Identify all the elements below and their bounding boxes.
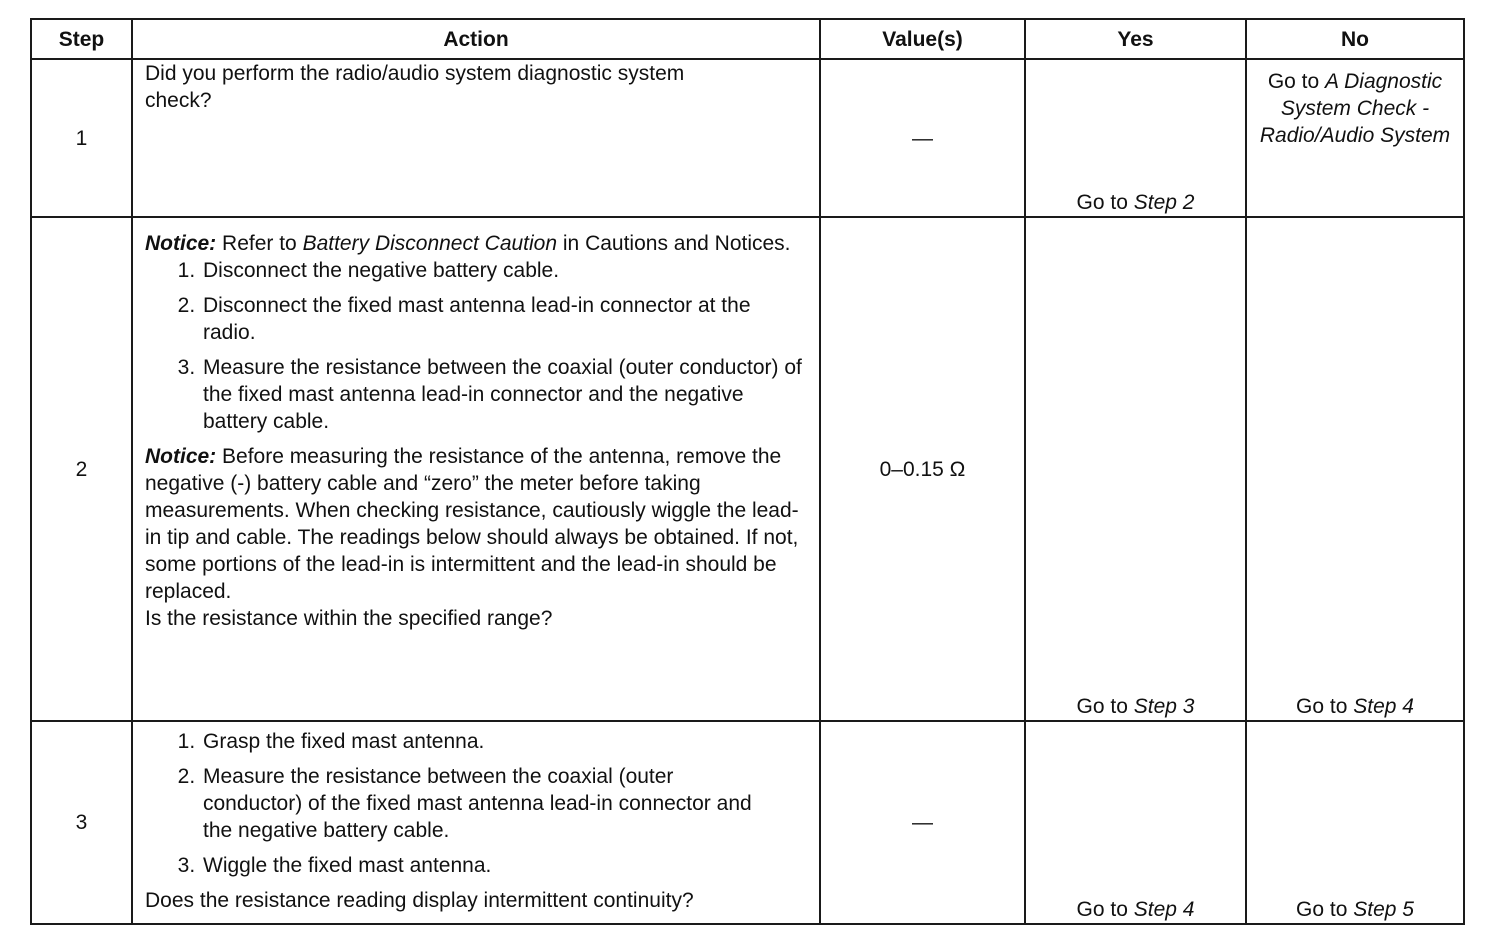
action-step-item: 1. Disconnect the negative battery cable. xyxy=(201,257,807,284)
action-step-item: 1. Grasp the fixed mast antenna. xyxy=(201,728,767,755)
no-cell xyxy=(1246,721,1464,924)
header-action: Action xyxy=(132,19,820,59)
action-steps xyxy=(145,257,807,435)
value-cell: — xyxy=(820,721,1025,924)
action-step-item: 3. Measure the resistance between the coaxial (outer conductor) of the fixed mast antenna lead-in connector and the negative battery cable. xyxy=(201,354,807,435)
header-yes: Yes xyxy=(1025,19,1246,59)
action-question: Did you perform the radio/audio system diagnostic system check? xyxy=(145,62,685,112)
table-row-step-2 xyxy=(31,217,1464,721)
table-row-step-3 xyxy=(31,721,1464,924)
action-cell xyxy=(132,217,820,721)
diagnostic-table xyxy=(30,18,1465,925)
yes-cell xyxy=(1025,721,1246,924)
yes-prefix: Go to xyxy=(1076,695,1128,718)
step-number: 3 xyxy=(31,721,132,924)
notice-reference: Battery Disconnect Caution xyxy=(302,232,558,255)
step-number: 1 xyxy=(31,59,132,217)
no-link[interactable]: Step 4 xyxy=(1353,695,1414,718)
notice-label: Notice: xyxy=(145,445,217,468)
action-question: Does the resistance reading display intermittent continuity? xyxy=(145,889,694,912)
header-no: No xyxy=(1246,19,1464,59)
yes-cell xyxy=(1025,59,1246,217)
no-prefix: Go to xyxy=(1296,695,1348,718)
no-link[interactable]: Step 5 xyxy=(1353,898,1414,921)
notice-text-b: in Cautions and Notices. xyxy=(562,232,791,255)
action-step-item: 3. Wiggle the fixed mast antenna. xyxy=(201,852,767,879)
action-step-item: 2. Measure the resistance between the coaxial (outer conductor) of the fixed mast antenna lead-in connector and the negative battery cable. xyxy=(201,763,767,844)
action-step-item: 2. Disconnect the fixed mast antenna lead-in connector at the radio. xyxy=(201,292,807,346)
notice-label: Notice: xyxy=(145,232,217,255)
header-step: Step xyxy=(31,19,132,59)
notice-text: Before measuring the resistance of the antenna, remove the negative (-) battery cable and “zero” the meter before taking measurements. When checking resistance, cautiously wiggle the lead-in tip and cable. The readings below should always be obtained. If not, some portions of the lead-in is intermittent and the lead-in should be replaced. xyxy=(145,445,799,603)
yes-cell xyxy=(1025,217,1246,721)
notice-text-a: Refer to xyxy=(222,232,297,255)
no-cell xyxy=(1246,217,1464,721)
yes-link[interactable]: Step 2 xyxy=(1133,191,1195,214)
no-cell xyxy=(1246,59,1464,217)
action-steps xyxy=(145,728,807,879)
yes-link[interactable]: Step 3 xyxy=(1133,695,1195,718)
value-cell: 0–0.15 Ω xyxy=(820,217,1025,721)
header-row xyxy=(31,19,1464,59)
no-prefix: Go to xyxy=(1296,898,1348,921)
step-number: 2 xyxy=(31,217,132,721)
header-values: Value(s) xyxy=(820,19,1025,59)
table-row-step-1 xyxy=(31,59,1464,217)
no-link[interactable]: A Diagnostic System Check - Radio/Audio System xyxy=(1259,70,1451,147)
action-cell xyxy=(132,721,820,924)
yes-link[interactable]: Step 4 xyxy=(1133,898,1195,921)
no-prefix: Go to xyxy=(1267,70,1320,93)
yes-prefix: Go to xyxy=(1076,898,1128,921)
action-question: Is the resistance within the specified range? xyxy=(145,607,553,630)
yes-prefix: Go to xyxy=(1076,191,1128,214)
value-cell: — xyxy=(820,59,1025,217)
action-cell xyxy=(132,59,820,217)
notice-paragraph xyxy=(145,230,807,257)
notice-paragraph xyxy=(145,443,807,605)
